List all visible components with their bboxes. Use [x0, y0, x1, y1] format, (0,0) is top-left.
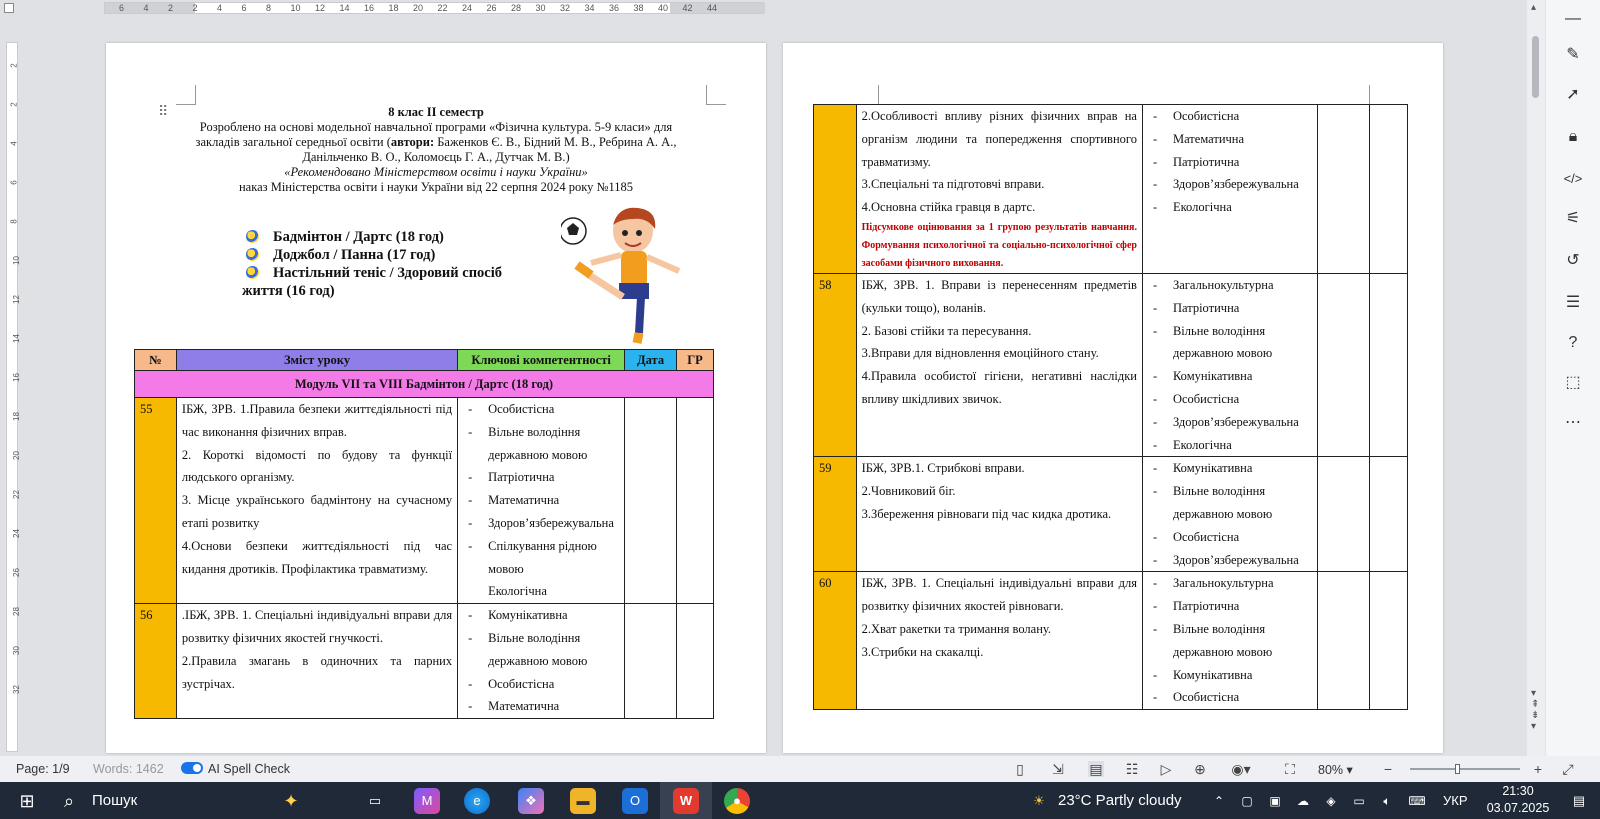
history-icon[interactable]: ↺: [1566, 252, 1580, 269]
header-num: №: [135, 350, 177, 371]
ruler-tick-label: 22: [11, 490, 21, 499]
lock-icon[interactable]: 🔒︎: [1568, 128, 1578, 145]
ruler-tick-label: 24: [462, 3, 473, 13]
lesson-gr[interactable]: [677, 398, 714, 604]
lesson-number: [814, 105, 857, 274]
ruler-tick-label: 12: [315, 3, 326, 13]
table-header-row: [135, 350, 714, 371]
right-tool-sidebar: [1545, 0, 1600, 756]
ruler-tick-label: 26: [11, 568, 21, 577]
clock-date[interactable]: 03.07.2025: [1486, 801, 1550, 815]
search-icon[interactable]: ⌕: [63, 791, 75, 811]
module-list: Бадмінтон / Дартс (18 год) Доджбол / Панна (17 год) Настільний теніс / Здоровий спосіб життя (16 год): [242, 229, 503, 299]
ruler-tick-label: 6: [119, 3, 125, 13]
ruler-tick-label: 36: [609, 3, 620, 13]
lesson-competencies: - Особистісна - Математична - Патріотична - Здоров’язбережувальна - Екологічна: [1142, 105, 1317, 274]
cloud-icon[interactable]: ☁: [1297, 794, 1309, 808]
scroll-up-icon[interactable]: ▴: [1531, 2, 1537, 13]
ruler-tick-label: 2: [9, 63, 19, 68]
copilot-icon[interactable]: ❖: [518, 788, 544, 814]
lesson-date[interactable]: [1317, 457, 1370, 572]
lesson-competencies: - Комунікативна - Вільне володіння державною мовою - Особистісна - Здоров’язбережувальна: [1142, 457, 1317, 572]
copilot-sparkle-icon[interactable]: ✦: [283, 791, 299, 811]
ruler-tick-label: 2: [192, 3, 198, 13]
ruler-tick-label: 20: [11, 451, 21, 460]
ruler-tick-label: 30: [535, 3, 546, 13]
vertical-ruler[interactable]: [0, 42, 24, 752]
spell-check-toggle[interactable]: AI Spell Check: [181, 762, 290, 776]
lesson-gr[interactable]: [1370, 572, 1408, 710]
ruler-tick-label: 22: [437, 3, 448, 13]
ruler-tick-label: 32: [11, 685, 21, 694]
export-icon[interactable]: ⇲: [1052, 761, 1064, 777]
lesson-number: 56: [135, 604, 177, 719]
taskbar-search[interactable]: Пошук: [92, 792, 138, 809]
windows-taskbar: [0, 782, 1600, 819]
ruler-tick-label: 28: [11, 607, 21, 616]
outline-icon[interactable]: ☰: [1565, 294, 1581, 311]
header-gr: ГР: [677, 350, 714, 371]
lesson-table-page-1: [134, 349, 714, 719]
table-row[interactable]: [814, 457, 1408, 572]
lesson-number: 60: [814, 572, 857, 710]
play-icon[interactable]: ▷: [1160, 761, 1172, 777]
lesson-number: 59: [814, 457, 857, 572]
windows-start-icon[interactable]: ⊞: [19, 791, 35, 811]
drag-handle-icon[interactable]: ⠿: [158, 103, 169, 119]
lesson-number: 58: [814, 273, 857, 456]
tray-app-icon[interactable]: ▢: [1241, 794, 1253, 808]
ruler-tick-label: 38: [633, 3, 644, 13]
lesson-content: ІБЖ, ЗРВ.1. Стрибкові вправи. 2.Човниковий біг. 3.Збереження рівноваги під час кидка дротика.: [856, 457, 1142, 572]
sliders-icon[interactable]: ⚟: [1565, 210, 1581, 227]
doc-view-icon[interactable]: ▯: [1016, 761, 1024, 777]
lesson-content: ІБЖ, ЗРВ. 1. Вправи із перенесенням предметів (кульки тощо), воланів. 2. Базові стійки та пересування. 3.Вправи для відновлення емоційного стану. 4.Правила особистої гігієни, негативні наслідки впливу шкідливих звичок.: [856, 273, 1142, 456]
battery-icon[interactable]: ▭: [1353, 794, 1365, 808]
wps-icon[interactable]: W: [673, 788, 699, 814]
more-icon[interactable]: ⋯: [1565, 414, 1581, 431]
ruler-tick-label: 8: [266, 3, 272, 13]
clock-time[interactable]: 21:30: [1502, 784, 1534, 798]
document-page-1[interactable]: [106, 43, 766, 753]
fit-icon[interactable]: ⛶: [1285, 761, 1295, 777]
header-content: Зміст уроку: [176, 350, 457, 371]
doc-order: наказ Міністерства освіти і науки України від 22 серпня 2024 року №1185: [238, 180, 633, 194]
lesson-competencies: - Загальнокультурна - Патріотична - Вільне володіння державною мовою - Комунікативна - Особистісна: [1142, 572, 1317, 710]
zoom-level[interactable]: 80% ▾: [1318, 763, 1353, 777]
notifications-icon[interactable]: ▤: [1572, 793, 1586, 808]
scroll-down-icons[interactable]: ▾ ⇞ ⇟ ▾: [1531, 688, 1540, 732]
zoom-slider[interactable]: [1410, 768, 1520, 770]
ruler-tick-label: 2: [9, 102, 19, 107]
header-date: Дата: [625, 350, 677, 371]
web-view-icon[interactable]: ⊕: [1194, 761, 1206, 777]
status-bar: [0, 756, 1600, 782]
tray-icon[interactable]: ▣: [1269, 794, 1281, 808]
football-boy-illustration: [561, 203, 701, 353]
lesson-date[interactable]: [625, 604, 677, 719]
ruler-tick-label: 28: [511, 3, 522, 13]
ruler-tick-label: 44: [707, 3, 718, 13]
chrome-icon[interactable]: ●: [724, 788, 750, 814]
ruler-tick-label: 14: [339, 3, 350, 13]
ruler-tick-label: 16: [11, 373, 21, 382]
ruler-tick-label: 18: [388, 3, 399, 13]
ruler-tick-label: 8: [9, 219, 19, 224]
lesson-date[interactable]: [1317, 105, 1370, 274]
ball-bullet-icon: [246, 266, 259, 279]
doc-authors: Данільченко В. О., Коломоєць Г. А., Дутчак М. В.): [302, 150, 570, 164]
page-view-icon[interactable]: ▤: [1089, 761, 1103, 777]
weather-text[interactable]: 23°C Partly cloudy: [1058, 792, 1182, 809]
lesson-date[interactable]: [1317, 572, 1370, 710]
lesson-content: .ІБЖ, ЗРВ. 1. Спеціальні індивідуальні вправи для розвитку фізичних якостей гнучкості. 2.Правила змагань в одиночних та парних зустрічах.: [176, 604, 457, 719]
ruler-strip[interactable]: [104, 2, 764, 14]
pen-icon[interactable]: ✎: [1566, 46, 1580, 63]
lesson-table-page-2: [813, 104, 1408, 710]
minimize-icon[interactable]: —: [1565, 10, 1581, 27]
m365-icon[interactable]: M: [414, 788, 440, 814]
table-row[interactable]: [814, 273, 1408, 456]
ruler-tick-label: 20: [413, 3, 424, 13]
lesson-gr[interactable]: [1370, 273, 1408, 456]
ruler-tick-label: 26: [486, 3, 497, 13]
ruler-tick-label: 6: [9, 180, 19, 185]
document-page-2[interactable]: [783, 43, 1443, 753]
lesson-gr[interactable]: [1370, 457, 1408, 572]
ball-bullet-icon: [246, 230, 259, 243]
ruler-tick-label: 24: [11, 529, 21, 538]
lesson-gr[interactable]: [677, 604, 714, 719]
ruler-tick-label: 16: [364, 3, 375, 13]
help-icon[interactable]: ?: [1568, 334, 1578, 351]
lesson-date[interactable]: [1317, 273, 1370, 456]
table-row[interactable]: [135, 604, 714, 719]
horizontal-ruler[interactable]: [0, 0, 1530, 18]
zoom-in-icon[interactable]: +: [1533, 761, 1543, 777]
lesson-date[interactable]: [625, 398, 677, 604]
file-explorer-icon[interactable]: ▬: [570, 788, 596, 814]
lesson-competencies: - Особистісна - Вільне володіння державною мовою - Патріотична - Математична - Здоров’язбережувальна - Спілкування рідною мовою Екологічна: [458, 398, 625, 604]
ruler-tick-label: 30: [11, 646, 21, 655]
ruler-tick-label: 10: [11, 256, 21, 265]
lesson-content: 2.Особливості впливу різних фізичних вправ на організм людини та попередження спортивного травматизму. 3.Спеціальні та підготовчі вправи. 4.Основна стійка гравця в дартс. Підсумкове оцінювання за 1 групою результатів навчання. Формування психологічної та соціально-психологічної сфер засобами фізичного виховання.: [856, 105, 1142, 274]
cursor-icon[interactable]: ➚: [1566, 86, 1580, 103]
scrollbar-thumb[interactable]: [1532, 36, 1539, 98]
lesson-number: 55: [135, 398, 177, 604]
toggle-icon: [181, 762, 203, 774]
zoom-out-icon[interactable]: −: [1383, 761, 1393, 777]
header-competencies: Ключові компетентності: [458, 350, 625, 371]
ruler-tick-label: 4: [217, 3, 223, 13]
ruler-tick-label: 18: [11, 412, 21, 421]
code-icon[interactable]: </>: [1563, 171, 1583, 186]
doc-subtitle-2: закладів загальної середньої освіти (автори: Баженков Є. В., Бідний М. В., Ребрина А. А.,: [195, 135, 677, 149]
page-indicator[interactable]: Page: 1/9: [16, 762, 70, 776]
ruler-tick-label: 42: [682, 3, 693, 13]
tray-chevron-icon[interactable]: ⌃: [1213, 794, 1225, 808]
table-row[interactable]: [814, 105, 1408, 274]
vertical-scrollbar[interactable]: [1527, 0, 1545, 756]
table-row[interactable]: [135, 398, 714, 604]
lesson-competencies: - Загальнокультурна - Патріотична - Вільне володіння державною мовою - Комунікативна - Особистісна - Здоров’язбережувальна - Екологічна: [1142, 273, 1317, 456]
ruler-tick-label: 4: [9, 141, 19, 146]
security-icon[interactable]: ◈: [1326, 794, 1336, 808]
doc-title: 8 клас ІІ семестр: [388, 105, 484, 119]
module-row: Модуль VII та VIII Бадмінтон / Дартс (18 год): [135, 371, 714, 398]
ruler-tick-label: 40: [658, 3, 669, 13]
edge-icon[interactable]: e: [464, 788, 490, 814]
table-row[interactable]: [814, 572, 1408, 710]
doc-subtitle-1: Розроблено на основі модельної навчальної програми «Фізична культура. 5-9 класи» для: [199, 120, 673, 134]
ruler-corner-icon[interactable]: [4, 3, 14, 13]
fullscreen-icon[interactable]: ⤢: [1562, 761, 1574, 777]
assessment-note: Підсумкове оцінювання за 1 групою результатів навчання. Формування психологічної та соціально-психологічної сфер засобами фізичного виховання.: [861, 221, 1137, 269]
ruler-tick-label: 34: [584, 3, 595, 13]
word-count[interactable]: Words: 1462: [93, 762, 164, 776]
volume-icon[interactable]: 🔈︎: [1383, 794, 1391, 808]
ruler-tick-label: 2: [168, 3, 174, 13]
language-indicator[interactable]: УКР: [1443, 793, 1468, 808]
outlook-icon[interactable]: O: [622, 788, 648, 814]
outline-view-icon[interactable]: ☷: [1125, 761, 1139, 777]
ruler-tick-label: 4: [143, 3, 149, 13]
keyboard-icon[interactable]: ⌨: [1408, 794, 1426, 808]
task-view-icon[interactable]: ▭: [368, 793, 382, 808]
ruler-tick-label: 14: [11, 334, 21, 343]
weather-icon: ☀: [1033, 793, 1045, 808]
lesson-gr[interactable]: [1370, 105, 1408, 274]
ruler-tick-label: 10: [290, 3, 301, 13]
ruler-tick-label: 6: [241, 3, 247, 13]
lesson-competencies: - Комунікативна - Вільне володіння державною мовою - Особистісна - Математична: [458, 604, 625, 719]
vertical-ruler-strip[interactable]: [6, 42, 21, 752]
ball-bullet-icon: [246, 248, 259, 261]
ruler-tick-label: 12: [11, 295, 21, 304]
select-icon[interactable]: ⬚: [1565, 374, 1581, 391]
lesson-content: ІБЖ, ЗРВ. 1.Правила безпеки життєдіяльності під час виконання фізичних вправ. 2. Короткі відомості по будову та функції людського організму. 3. Місце українського бадмінтону на сучасному етапі розвитку 4.Основи безпеки життєдіяльності під час кидання дротиків. Профілактика травматизму.: [176, 398, 457, 604]
lesson-content: ІБЖ, ЗРВ. 1. Спеціальні індивідуальні вправи для розвитку фізичних якостей рівноваги. 2.Хват ракетки та тримання волану. 3.Стрибки на скакалці.: [856, 572, 1142, 710]
doc-recommendation: «Рекомендовано Міністерством освіти і науки України»: [284, 165, 588, 179]
ruler-tick-label: 32: [560, 3, 571, 13]
eye-icon[interactable]: ◉▾: [1231, 761, 1251, 777]
